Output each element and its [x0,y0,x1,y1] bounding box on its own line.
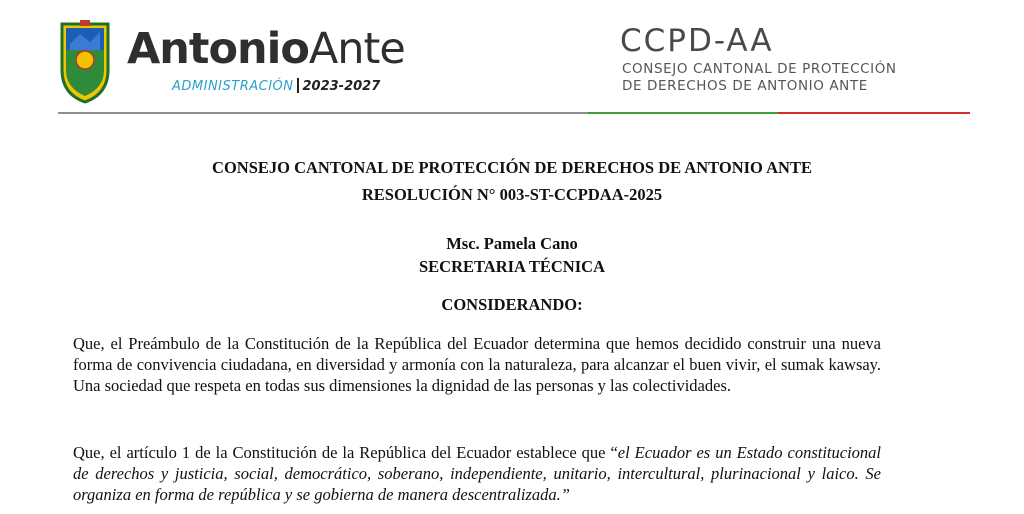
paragraph-2 [73,442,881,505]
coat-of-arms-icon [56,20,114,104]
divider [297,78,299,93]
author-role: SECRETARIA TÉCNICA [419,257,605,276]
header-rule-green [588,112,778,114]
header-rule-grey [58,112,588,114]
ccpd-line-2: DE DERECHOS DE ANTONIO ANTE [622,78,868,94]
paragraph-2-intro: Que, el artículo 1 de la Constitución de la República del Ecuador establece que “ [73,443,618,462]
brand-subtitle [172,78,380,93]
resolution-number: RESOLUCIÓN N° 003-ST-CCPDAA-2025 [361,185,663,204]
brand-name-bold: Antonio [127,24,309,74]
document-heading: CONSEJO CANTONAL DE PROTECCIÓN DE DERECHOS DE ANTONIO ANTE [212,158,812,177]
brand-name [127,24,405,74]
header-rule-red [778,112,970,114]
ccpd-line-1: CONSEJO CANTONAL DE PROTECCIÓN [622,61,897,77]
brand-name-light: Ante [308,24,405,74]
admin-label: ADMINISTRACIÓN [172,79,294,94]
paragraph-2-quote: el Ecuador es un Estado constitucional de derechos y justicia, social, democrático, soberano, independiente, unitario, intercultural, plurinacional y laico. Se organiza en forma de república y se gobierna de manera descentralizada.” [73,443,881,504]
admin-years: 2023-2027 [302,79,381,94]
ccpd-acronym: CCPD-AA [620,23,774,59]
section-heading: CONSIDERANDO: [441,295,583,314]
author-name: Msc. Pamela Cano [446,234,578,253]
paragraph-1: Que, el Preámbulo de la Constitución de la República del Ecuador determina que hemos decidido construir una nueva forma de convivencia ciudadana, en diversidad y armonía con la naturaleza, para alcanzar el buen vivir, el sumak kawsay. Una sociedad que respeta en todas sus dimensiones la dignidad de las personas y las colectividades. [73,334,881,395]
letterhead [0,0,1024,120]
